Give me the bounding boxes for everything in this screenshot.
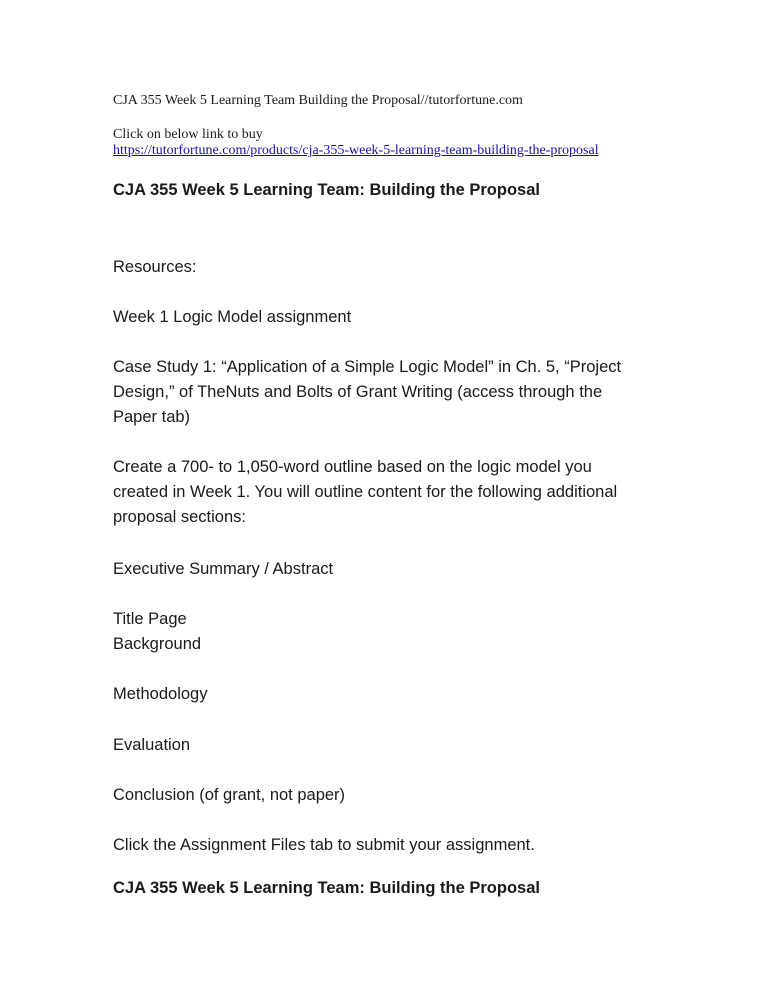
section-executive-summary: Executive Summary / Abstract <box>113 560 334 578</box>
instructions-line: Create a 700- to 1,050-word outline based on the logic model you <box>113 458 592 476</box>
footer-heading: CJA 355 Week 5 Learning Team: Building the Proposal <box>113 879 540 897</box>
resources-label: Resources: <box>113 258 197 276</box>
case-study-line: Case Study 1: “Application of a Simple Logic Model” in Ch. 5, “Project <box>113 358 622 376</box>
instructions-line: proposal sections: <box>113 508 246 526</box>
resource-item: Week 1 Logic Model assignment <box>113 308 352 326</box>
title-line: CJA 355 Week 5 Learning Team Building the Proposal//tutorfortune.com <box>113 93 523 108</box>
case-study-line: Design,” of TheNuts and Bolts of Grant Writing (access through the <box>113 383 603 401</box>
section-background: Background <box>113 635 202 653</box>
case-study-line: Paper tab) <box>113 408 191 426</box>
section-title-page: Title Page <box>113 610 187 628</box>
submit-note: Click the Assignment Files tab to submit your assignment. <box>113 836 535 854</box>
buy-prompt: Click on below link to buy <box>113 127 263 142</box>
instructions-line: created in Week 1. You will outline content for the following additional <box>113 483 618 501</box>
section-conclusion: Conclusion (of grant, not paper) <box>113 786 346 804</box>
page-heading: CJA 355 Week 5 Learning Team: Building the Proposal <box>113 181 540 199</box>
buy-link[interactable]: https://tutorfortune.com/products/cja-355-week-5-learning-team-building-the-proposal <box>113 143 599 158</box>
section-evaluation: Evaluation <box>113 736 191 754</box>
section-methodology: Methodology <box>113 685 208 703</box>
